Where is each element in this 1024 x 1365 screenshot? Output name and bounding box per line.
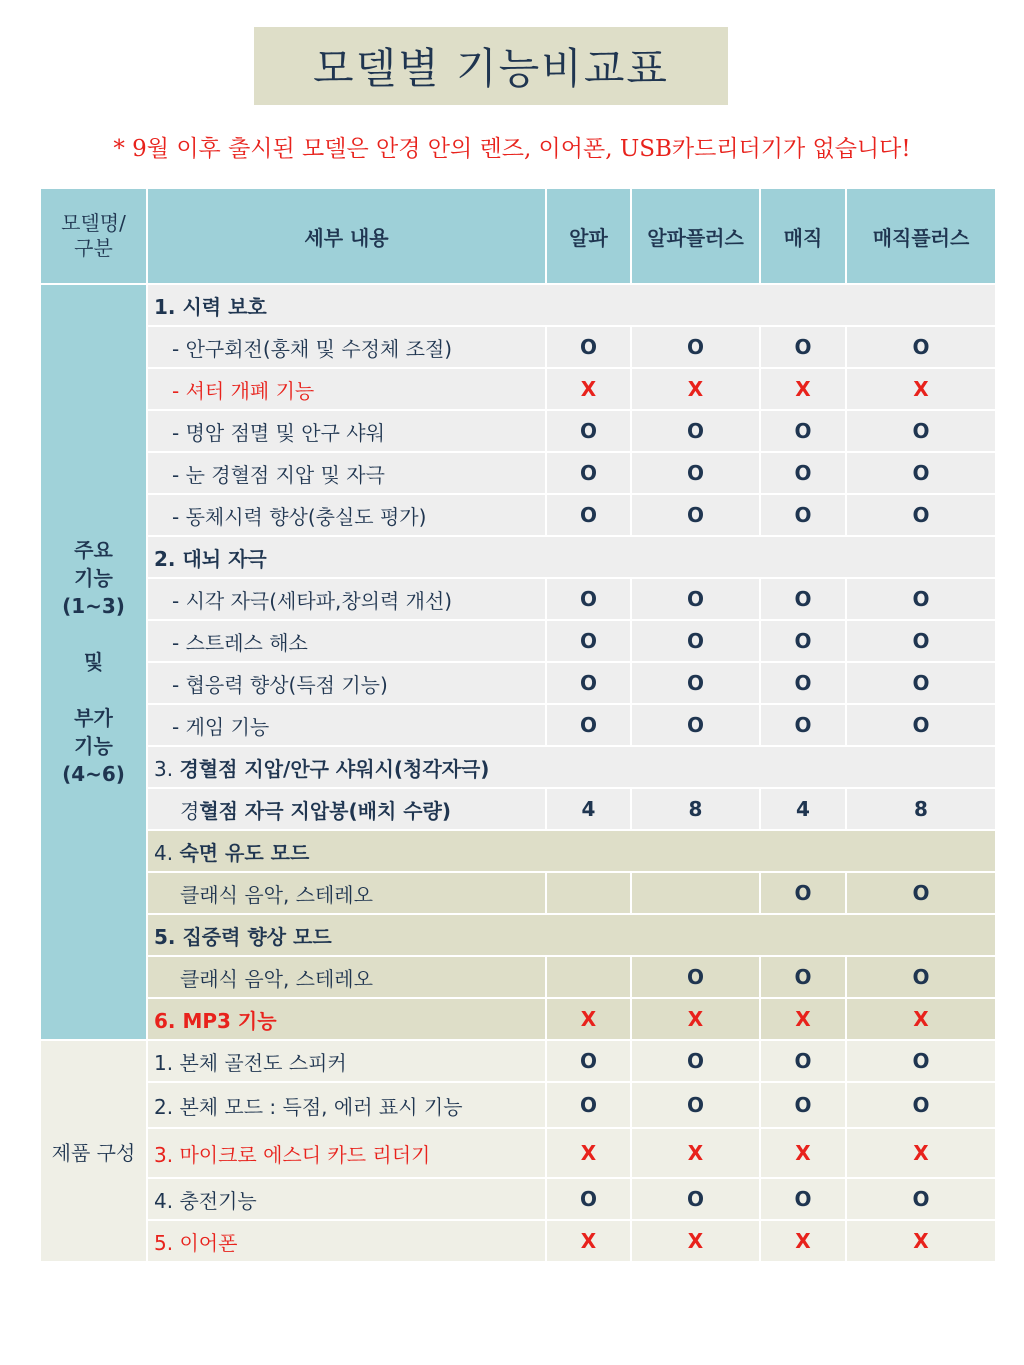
row-label: 1. 본체 골전도 스피커 — [147, 1040, 546, 1082]
section-row — [40, 914, 996, 956]
cell-mark: O — [846, 662, 996, 704]
row-label — [147, 788, 546, 830]
row-label: 6. MP3 기능 — [147, 998, 546, 1040]
cell-mark: O — [760, 410, 846, 452]
cell-mark: O — [631, 1040, 760, 1082]
row-label: - 스트레스 해소 — [147, 620, 546, 662]
cell-mark: O — [631, 956, 760, 998]
cell-mark: O — [631, 1178, 760, 1220]
cell-mark: O — [546, 410, 631, 452]
comparison-table — [39, 187, 997, 1263]
cell-mark: O — [846, 1082, 996, 1128]
table-row — [40, 788, 996, 830]
row-label: - 눈 경혈점 지압 및 자극 — [147, 452, 546, 494]
cell-mark: O — [760, 1178, 846, 1220]
cell-mark: X — [846, 998, 996, 1040]
cell-mark: O — [760, 620, 846, 662]
cell-mark: X — [760, 368, 846, 410]
cell-mark: X — [760, 998, 846, 1040]
cell-mark: O — [546, 452, 631, 494]
row-label: 클래식 음악, 스테레오 — [147, 956, 546, 998]
cell-mark: O — [846, 494, 996, 536]
table-row — [40, 452, 996, 494]
page-title: 모델별 기능비교표 — [313, 44, 669, 93]
header-model-category: 모델명/ 구분 — [40, 188, 147, 284]
section-label: 2. 대뇌 자극 — [147, 536, 996, 578]
row-label: - 셔터 개폐 기능 — [147, 368, 546, 410]
section-label — [147, 746, 996, 788]
cell-mark: X — [546, 1220, 631, 1262]
cell-value: 4 — [546, 788, 631, 830]
row-label: - 안구회전(홍채 및 수정체 조절) — [147, 326, 546, 368]
group-main-functions: 주요 기능 (1~3) 및 부가 기능 (4~6) — [40, 284, 147, 1040]
cell-mark: O — [631, 1082, 760, 1128]
row-label: 클래식 음악, 스테레오 — [147, 872, 546, 914]
table-row — [40, 368, 996, 410]
section-row — [40, 284, 996, 326]
row-label: 4. 충전기능 — [147, 1178, 546, 1220]
cell-mark: O — [846, 620, 996, 662]
section-row — [40, 830, 996, 872]
section-title: 숙면 유도 모드 — [179, 840, 310, 865]
row-label: - 협응력 향상(득점 기능) — [147, 662, 546, 704]
table-row — [40, 872, 996, 914]
header-model: 알파플러스 — [631, 188, 760, 284]
cell-mark: O — [631, 326, 760, 368]
table-row — [40, 494, 996, 536]
cell-mark: X — [760, 1220, 846, 1262]
cell-mark: X — [631, 368, 760, 410]
header-row — [40, 188, 996, 284]
cell-mark: O — [846, 1040, 996, 1082]
cell-mark: X — [631, 1220, 760, 1262]
cell-mark: X — [631, 998, 760, 1040]
row-label: 3. 마이크로 에스디 카드 리더기 — [147, 1128, 546, 1178]
table-row — [40, 998, 996, 1040]
row-label: 5. 이어폰 — [147, 1220, 546, 1262]
table-row — [40, 1220, 996, 1262]
table-row — [40, 956, 996, 998]
row-label: - 시각 자극(세타파,창의력 개선) — [147, 578, 546, 620]
header-detail: 세부 내용 — [147, 188, 546, 284]
cell-mark: O — [631, 620, 760, 662]
header-model: 매직 — [760, 188, 846, 284]
header-model: 매직플러스 — [846, 188, 996, 284]
cell-mark: O — [760, 1040, 846, 1082]
cell-mark: O — [760, 872, 846, 914]
cell-mark: O — [631, 452, 760, 494]
cell-mark: O — [631, 494, 760, 536]
cell-mark: O — [846, 956, 996, 998]
cell-mark: O — [546, 494, 631, 536]
table-row — [40, 704, 996, 746]
cell-mark: O — [631, 704, 760, 746]
cell-value: 4 — [760, 788, 846, 830]
section-number: 3. — [154, 756, 174, 781]
cell-mark: X — [546, 998, 631, 1040]
section-row — [40, 536, 996, 578]
cell-mark — [546, 872, 631, 914]
cell-mark: X — [546, 368, 631, 410]
notice: * 9월 이후 출시된 모델은 안경 안의 렌즈, 이어폰, USB카드리더기가 없습니다! — [113, 136, 911, 162]
cell-mark — [631, 872, 760, 914]
section-number: 4. — [154, 840, 174, 865]
cell-mark: O — [546, 620, 631, 662]
cell-mark: O — [631, 410, 760, 452]
cell-mark: O — [631, 662, 760, 704]
cell-mark: X — [846, 1220, 996, 1262]
row-label: 2. 본체 모드 : 득점, 에러 표시 기능 — [147, 1082, 546, 1128]
section-title: 경혈점 지압/안구 샤워시(청각자극) — [179, 756, 490, 781]
title-box — [254, 27, 728, 105]
cell-mark: O — [760, 578, 846, 620]
row-label-prefix: 경 — [180, 798, 200, 823]
cell-value: 8 — [631, 788, 760, 830]
cell-mark: O — [631, 578, 760, 620]
cell-mark: O — [546, 704, 631, 746]
section-label — [147, 830, 996, 872]
cell-mark: O — [846, 872, 996, 914]
cell-mark: O — [760, 494, 846, 536]
cell-mark: O — [846, 410, 996, 452]
section-label: 1. 시력 보호 — [147, 284, 996, 326]
cell-mark: O — [546, 578, 631, 620]
cell-mark: O — [546, 1040, 631, 1082]
cell-mark: O — [846, 578, 996, 620]
cell-mark: O — [546, 1178, 631, 1220]
table-row — [40, 326, 996, 368]
cell-mark: O — [760, 1082, 846, 1128]
cell-mark: O — [846, 326, 996, 368]
cell-mark: X — [546, 1128, 631, 1178]
header-model: 알파 — [546, 188, 631, 284]
cell-mark: O — [760, 704, 846, 746]
cell-mark: O — [846, 704, 996, 746]
table-row — [40, 1040, 996, 1082]
table-row — [40, 1178, 996, 1220]
table-row — [40, 410, 996, 452]
cell-mark: O — [846, 452, 996, 494]
table-row — [40, 620, 996, 662]
cell-mark: X — [846, 368, 996, 410]
row-label: - 명암 점멸 및 안구 샤워 — [147, 410, 546, 452]
table-row — [40, 578, 996, 620]
section-row — [40, 746, 996, 788]
section-label: 5. 집중력 향상 모드 — [147, 914, 996, 956]
cell-mark: O — [846, 1178, 996, 1220]
row-label: - 동체시력 향상(충실도 평가) — [147, 494, 546, 536]
cell-mark: O — [760, 662, 846, 704]
table-row — [40, 662, 996, 704]
table-row — [40, 1128, 996, 1178]
cell-mark: O — [546, 326, 631, 368]
cell-mark: O — [760, 326, 846, 368]
row-label: - 게임 기능 — [147, 704, 546, 746]
cell-mark: X — [760, 1128, 846, 1178]
cell-mark: O — [760, 956, 846, 998]
row-label-main: 혈점 자극 지압봉(배치 수량) — [199, 798, 452, 823]
table-row — [40, 1082, 996, 1128]
cell-mark: X — [631, 1128, 760, 1178]
cell-mark: O — [546, 1082, 631, 1128]
cell-mark: O — [546, 662, 631, 704]
cell-mark: O — [760, 452, 846, 494]
cell-mark: X — [846, 1128, 996, 1178]
cell-value: 8 — [846, 788, 996, 830]
group-product-composition: 제품 구성 — [40, 1040, 147, 1262]
cell-mark — [546, 956, 631, 998]
